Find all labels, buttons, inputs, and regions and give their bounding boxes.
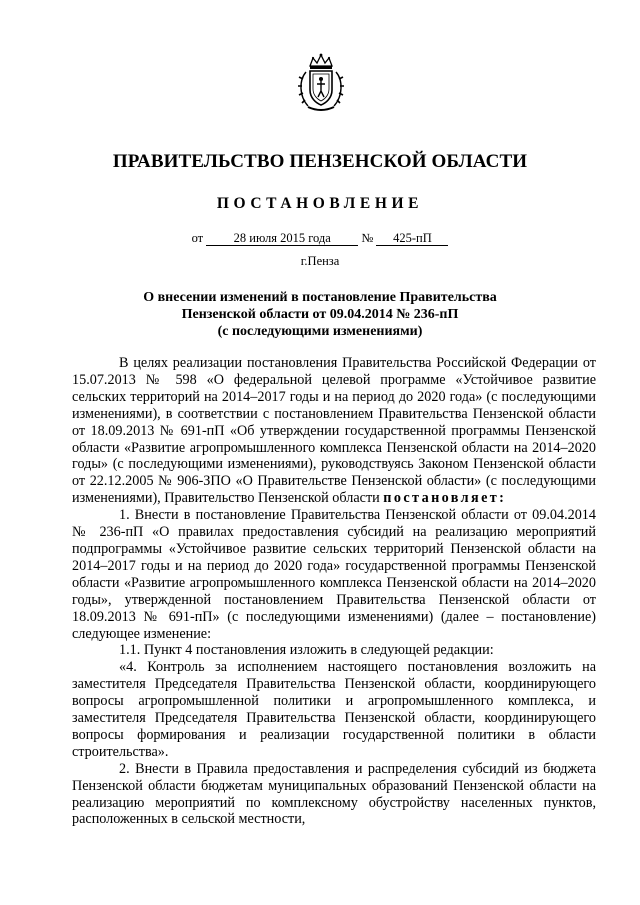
date-prefix: от bbox=[191, 231, 204, 245]
paragraph-preamble bbox=[72, 355, 596, 507]
title-line-3: (с последующими изменениями) bbox=[217, 324, 423, 339]
city-name: г.Пенза bbox=[300, 254, 340, 268]
government-name: ПРАВИТЕЛЬСТВО ПЕНЗЕНСКОЙ ОБЛАСТИ bbox=[112, 151, 528, 172]
paragraph-item-1-1: 1.1. Пункт 4 постановления изложить в следующей редакции: bbox=[119, 642, 494, 659]
document-body bbox=[72, 355, 596, 828]
paragraph-item-2: 2. Внести в Правила предоставления и распределения субсидий из бюджета Пензенской области бюджетам муниципальных образований Пензенской области на реализацию мероприятий по комплексному обустройству населенных пунктов, расположенных в сельской местности, bbox=[72, 760, 596, 828]
resolves-keyword: постановляет: bbox=[383, 490, 507, 507]
document-number: 425-пП bbox=[376, 231, 448, 246]
date-number-line bbox=[0, 231, 640, 246]
preamble-text: В целях реализации постановления Правительства Российской Федерации от 15.07.2013 № 598 «О федеральной целевой программе «Устойчивое развитие сельских территорий на 2014–2017 годы и на период до 2020 года» (с последующими изменениями), в соответствии с постановлением Правительства Пензенской области от 18.09.2013 № 691-пП «Об утверждении государственной программы Пензенской области «Развитие агропромышленного комплекса Пензенской области на 2014–2020 годы» (с последующими изменениями), руководствуясь Законом Пензенской области от 22.12.2005 № 906-ЗПО «О Правительстве Пензенской области» (с последующими изменениями), Правительство Пензенской области bbox=[72, 355, 596, 507]
paragraph-item-4-quote: «4. Контроль за исполнением настоящего постановления возложить на заместителя Председателя Правительства Пензенской области, координирующего вопросы агропромышленной политики и агропромышленного комплекса, и заместителя Председателя Правительства Пензенской области, координирующего вопросы формирования и реализации государственной политики в области строительства». bbox=[72, 659, 596, 760]
title-line-1: О внесении изменений в постановление Правительства bbox=[143, 290, 497, 305]
document-type: ПОСТАНОВЛЕНИЕ bbox=[216, 195, 424, 212]
document-title bbox=[120, 289, 520, 340]
document-date: 28 июля 2015 года bbox=[206, 231, 358, 246]
coat-of-arms-emblem bbox=[296, 52, 346, 114]
paragraph-item-1: 1. Внести в постановление Правительства Пензенской области от 09.04.2014 № 236-пП «О правилах предоставления субсидий на реализацию мероприятий подпрограммы «Устойчивое развитие сельских территорий Пензенской области на 2014–2017 годы и на период до 2020 года» государственной программы Пензенской области «Развитие агропромышленного комплекса Пензенской области на 2014–2020 годы», утвержденной постановлением Правительства Пензенской области от 18.09.2013 № 691-пП» (с последующими изменениями) (далее – постановление) следующее изменение: bbox=[72, 507, 596, 642]
title-line-2: Пензенской области от 09.04.2014 № 236-пП bbox=[181, 307, 459, 322]
number-prefix: № bbox=[361, 231, 374, 245]
